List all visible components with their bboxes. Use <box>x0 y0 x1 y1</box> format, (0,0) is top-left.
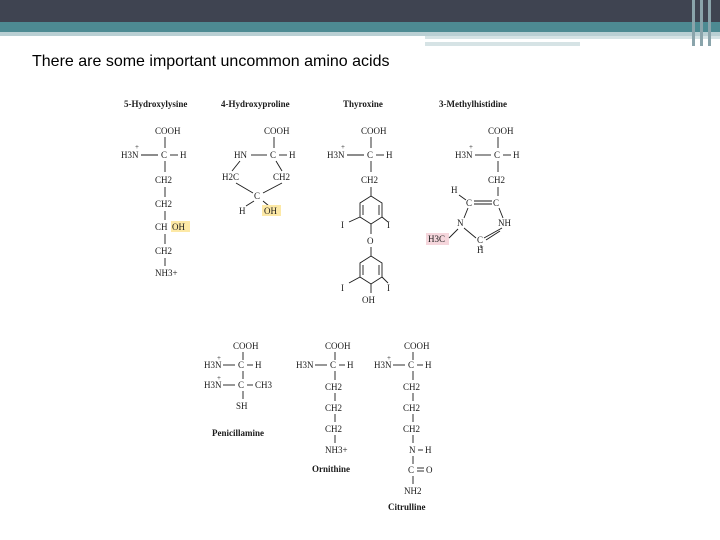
cit-nh2: NH2 <box>404 486 422 496</box>
mhis-n: N <box>457 218 464 228</box>
mhis-h3n: H3N <box>455 150 473 160</box>
hyl-ch2-3: CH2 <box>155 246 173 256</box>
name-hydroxylysine: 5-Hydroxylysine <box>124 99 188 109</box>
pen-cooh: COOH <box>233 341 259 351</box>
hyp-ch2: CH2 <box>273 172 291 182</box>
pen-plus-1: + <box>217 354 221 362</box>
mhis-cooh: COOH <box>488 126 514 136</box>
orn-ch2-1: CH2 <box>325 382 343 392</box>
pen-plus-2: + <box>217 374 221 382</box>
hyp-h: H <box>289 150 296 160</box>
cit-h3n: H3N <box>374 360 392 370</box>
mhis-c2-h: H <box>477 245 484 255</box>
name-ornithine: Ornithine <box>312 464 351 474</box>
mhis-h: H <box>513 150 520 160</box>
structure-penicillamine <box>204 341 273 438</box>
mhis-plus: + <box>469 143 473 151</box>
orn-ch2-3: CH2 <box>325 424 343 434</box>
pen-h3n-1: H3N <box>204 360 222 370</box>
structure-methylhistidine <box>426 99 520 255</box>
structure-hydroxyproline <box>221 99 296 216</box>
thy-plus: + <box>341 143 345 151</box>
structure-thyroxine <box>327 99 393 305</box>
orn-nh3: NH3+ <box>325 445 348 455</box>
thy-c-alpha: C <box>367 150 374 160</box>
cit-plus: + <box>387 354 391 362</box>
thy-o: O <box>367 236 374 246</box>
cit-h: H <box>425 360 432 370</box>
thy-i-4: I <box>387 283 390 293</box>
hyl-h3n: H3N <box>121 150 139 160</box>
mhis-c-alpha: C <box>494 150 501 160</box>
mhis-ch2: CH2 <box>488 175 506 185</box>
thy-i-1: I <box>341 220 344 230</box>
thy-h3n: H3N <box>327 150 345 160</box>
name-penicillamine: Penicillamine <box>212 428 264 438</box>
name-methylhistidine: 3-Methylhistidine <box>439 99 508 109</box>
orn-ch2-2: CH2 <box>325 403 343 413</box>
hyp-c-gamma: C <box>254 191 261 201</box>
structure-ornithine <box>296 341 354 474</box>
hyp-h2c: H2C <box>222 172 240 182</box>
cit-o: O <box>426 465 433 475</box>
cit-n-h: H <box>425 445 432 455</box>
name-citrulline: Citrulline <box>388 502 426 512</box>
hyp-cooh: COOH <box>264 126 290 136</box>
cit-ch2-1: CH2 <box>403 382 421 392</box>
pen-ch3: CH3 <box>255 380 273 390</box>
cit-cooh: COOH <box>404 341 430 351</box>
name-hydroxyproline: 4-Hydroxyproline <box>221 99 290 109</box>
mhis-nh: NH <box>498 218 511 228</box>
cit-ch2-2: CH2 <box>403 403 421 413</box>
pen-c-alpha: C <box>238 360 245 370</box>
mhis-ring-h: H <box>451 185 458 195</box>
cit-ch2-3: CH2 <box>403 424 421 434</box>
hyl-ch2-2: CH2 <box>155 199 173 209</box>
structure-citrulline <box>374 341 433 512</box>
thy-oh: OH <box>362 295 375 305</box>
mhis-c2: C <box>477 235 484 245</box>
hyl-c-alpha: C <box>161 150 168 160</box>
hyp-oh: OH <box>264 206 277 216</box>
thy-i-2: I <box>387 220 390 230</box>
structure-hydroxylysine <box>121 99 190 278</box>
orn-h: H <box>347 360 354 370</box>
hyl-cooh: COOH <box>155 126 181 136</box>
thy-h: H <box>386 150 393 160</box>
pen-h3n-2: H3N <box>204 380 222 390</box>
mhis-c4: C <box>466 198 473 208</box>
hyl-h: H <box>180 150 187 160</box>
hyp-h2: H <box>239 206 246 216</box>
thy-i-3: I <box>341 283 344 293</box>
orn-h3n: H3N <box>296 360 314 370</box>
thy-ch2: CH2 <box>361 175 379 185</box>
orn-c-alpha: C <box>330 360 337 370</box>
hyl-ch: CH <box>155 222 168 232</box>
orn-cooh: COOH <box>325 341 351 351</box>
cit-c-alpha: C <box>408 360 415 370</box>
hyl-plus: + <box>135 143 139 151</box>
pen-sh: SH <box>236 401 248 411</box>
mhis-c5: C <box>493 198 500 208</box>
pen-c-beta: C <box>238 380 245 390</box>
cit-c-urea: C <box>408 465 415 475</box>
hyl-ch2-1: CH2 <box>155 175 173 185</box>
pen-h: H <box>255 360 262 370</box>
thy-cooh: COOH <box>361 126 387 136</box>
hyp-hn: HN <box>234 150 247 160</box>
slide-title: There are some important uncommon amino acids <box>32 53 390 70</box>
name-thyroxine: Thyroxine <box>343 99 383 109</box>
mhis-h3c: H3C <box>428 234 446 244</box>
hyp-c-alpha: C <box>270 150 277 160</box>
hyl-nh3: NH3+ <box>155 268 178 278</box>
cit-n: N <box>409 445 416 455</box>
hyl-oh: OH <box>172 222 185 232</box>
